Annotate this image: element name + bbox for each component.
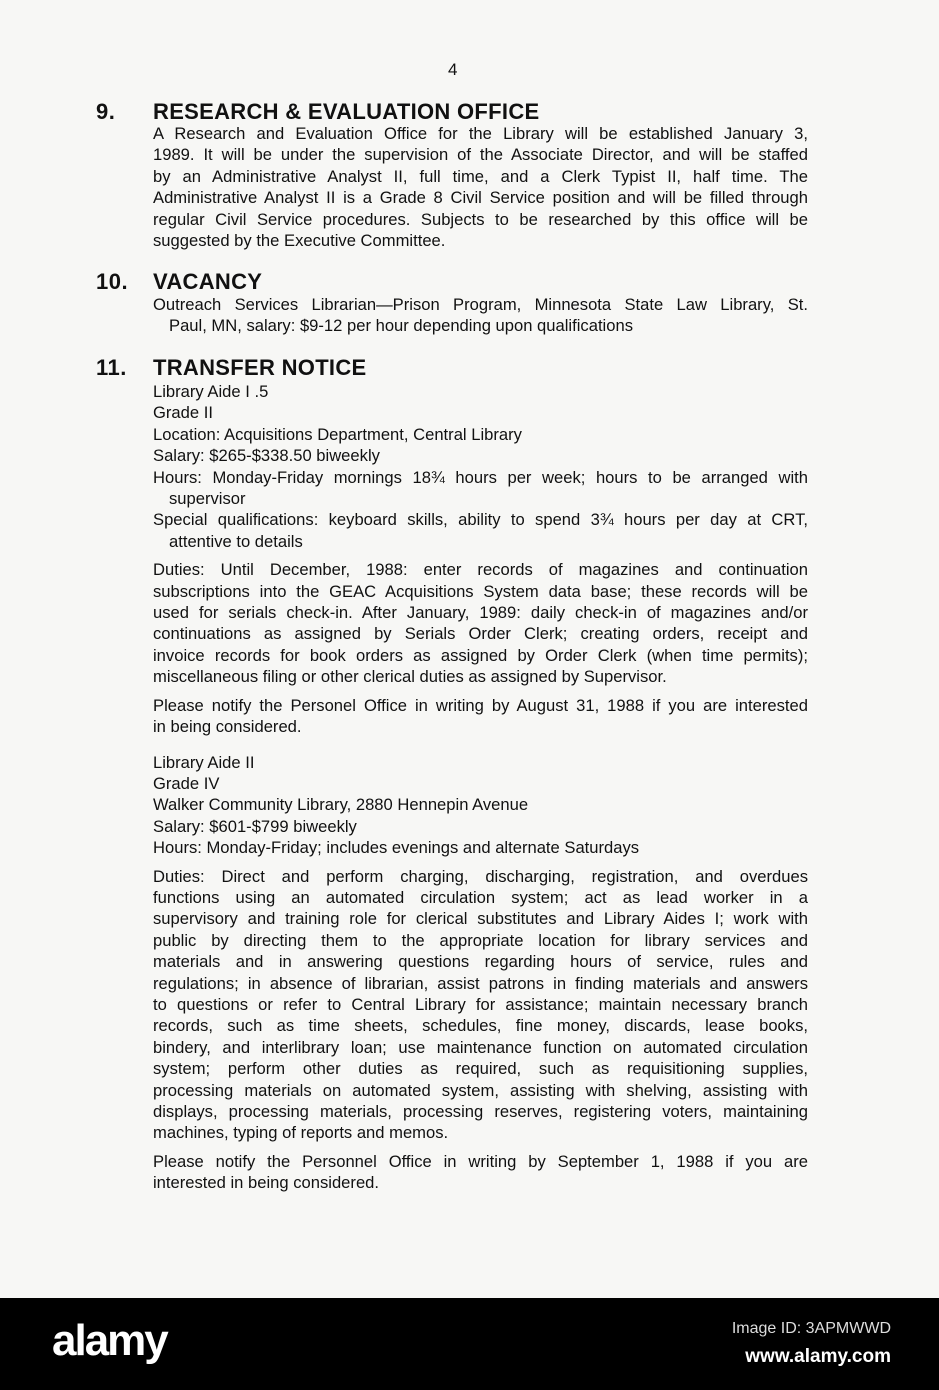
job-library-aide-i bbox=[153, 381, 808, 738]
text-line: Outreach Services Librarian—Prison Program, Minnesota State Law Library, St. bbox=[153, 295, 808, 314]
section-body bbox=[153, 294, 808, 337]
job-salary: Salary: $601-$799 biweekly bbox=[153, 816, 357, 836]
page-number: 4 bbox=[448, 60, 458, 79]
job-duties: machines, typing of reports and memos. bbox=[153, 1123, 449, 1143]
job-title: Library Aide I .5 bbox=[153, 382, 269, 401]
job-duties: regulations; in absence of librarian, assist patrons in finding materials and answers bbox=[153, 973, 808, 993]
text-line: regular Civil Service procedures. Subjects to be researched by this office will be bbox=[153, 209, 808, 229]
job-duties: subscriptions into the GEAC Acquisitions System data base; these records will be bbox=[153, 581, 808, 601]
job-location: Walker Community Library, 2880 Hennepin Avenue bbox=[153, 795, 529, 815]
alamy-logo: alamy bbox=[52, 1316, 167, 1365]
text-line: Paul, MN, salary: $9-12 per hour depending upon qualifications bbox=[169, 316, 633, 336]
job-duties: invoice records for book orders as assigned by Order Clerk (when time permits); bbox=[153, 645, 808, 665]
text-line: 1989. It will be under the supervision of the Associate Director, and will be staffed bbox=[153, 145, 808, 165]
job-grade: Grade II bbox=[153, 403, 213, 423]
job-library-aide-ii bbox=[153, 752, 808, 1194]
job-qualifications: attentive to details bbox=[169, 531, 303, 551]
job-qualifications: Special qualifications: keyboard skills, ability to spend 3¾ hours per day at CRT, bbox=[153, 510, 808, 530]
job-duties: displays, processing materials, processing reserves, registering voters, maintaining bbox=[153, 1102, 808, 1121]
job-duties: system; perform other duties as required, such as requisitioning supplies, bbox=[153, 1059, 808, 1079]
text-line: A Research and Evaluation Office for the Library will be established January 3, bbox=[153, 124, 808, 143]
job-duties: bindery, and interlibrary loan; use maintenance function on automated circulation bbox=[153, 1037, 808, 1057]
job-notice: interested in being considered. bbox=[153, 1173, 380, 1193]
section-number: 11. bbox=[96, 355, 127, 380]
job-duties: materials and in answering questions regarding hours of service, rules and bbox=[153, 952, 808, 972]
section-body bbox=[153, 381, 808, 1194]
job-duties: functions using an automated circulation system; act as lead worker in a bbox=[153, 887, 808, 907]
job-notice: Please notify the Personel Office in writing by August 31, 1988 if you are interested bbox=[153, 695, 808, 715]
watermark-bar bbox=[0, 1298, 939, 1390]
job-duties: supervisory and training role for clerical substitutes and Library Aides I; work with bbox=[153, 909, 808, 929]
job-notice: in being considered. bbox=[153, 717, 302, 737]
watermark-url: www.alamy.com bbox=[745, 1346, 891, 1367]
job-duties: Duties: Until December, 1988: enter records of magazines and continuation bbox=[153, 560, 808, 580]
job-duties: processing materials on automated system, assisting with shelving, assisting with bbox=[153, 1080, 808, 1100]
job-duties: continuations as assigned by Serials Order Clerk; creating orders, receipt and bbox=[153, 624, 808, 644]
job-location: Location: Acquisitions Department, Central Library bbox=[153, 424, 522, 444]
section-number: 9. bbox=[96, 99, 116, 124]
job-duties: miscellaneous filing or other clerical duties as assigned by Supervisor. bbox=[153, 667, 667, 687]
text-line: by an Administrative Analyst II, full time, and a Clerk Typist II, half time. The bbox=[153, 166, 808, 186]
job-notice: Please notify the Personnel Office in writing by September 1, 1988 if you are bbox=[153, 1151, 808, 1171]
job-grade: Grade IV bbox=[153, 773, 220, 793]
job-salary: Salary: $265-$338.50 biweekly bbox=[153, 446, 380, 466]
job-hours: Hours: Monday-Friday mornings 18¾ hours per week; hours to be arranged with bbox=[153, 467, 808, 487]
image-id: Image ID: 3APMWWD bbox=[731, 1320, 891, 1337]
job-duties: public by directing them to the appropriate location for library services and bbox=[153, 930, 808, 950]
section-body bbox=[153, 123, 808, 251]
job-title: Library Aide II bbox=[153, 752, 255, 772]
job-duties: Duties: Direct and perform charging, discharging, registration, and overdues bbox=[153, 866, 808, 886]
job-hours: Hours: Monday-Friday; includes evenings and alternate Saturdays bbox=[153, 838, 640, 858]
text-line: Administrative Analyst II is a Grade 8 Civil Service position and will be filled through bbox=[153, 188, 808, 208]
text-line: suggested by the Executive Committee. bbox=[153, 231, 446, 251]
job-duties: records, such as time sheets, schedules, fine money, discards, lease books, bbox=[153, 1016, 808, 1036]
job-duties: to questions or refer to Central Library for assistance; maintain necessary branch bbox=[153, 994, 808, 1014]
job-duties: used for serials check-in. After January, 1989: daily check-in of magazines and/or bbox=[153, 603, 808, 623]
job-hours: supervisor bbox=[169, 489, 246, 509]
section-heading: RESEARCH & EVALUATION OFFICE bbox=[153, 99, 540, 124]
section-number: 10. bbox=[96, 269, 129, 294]
section-heading: VACANCY bbox=[153, 269, 263, 294]
section-heading: TRANSFER NOTICE bbox=[153, 355, 367, 380]
